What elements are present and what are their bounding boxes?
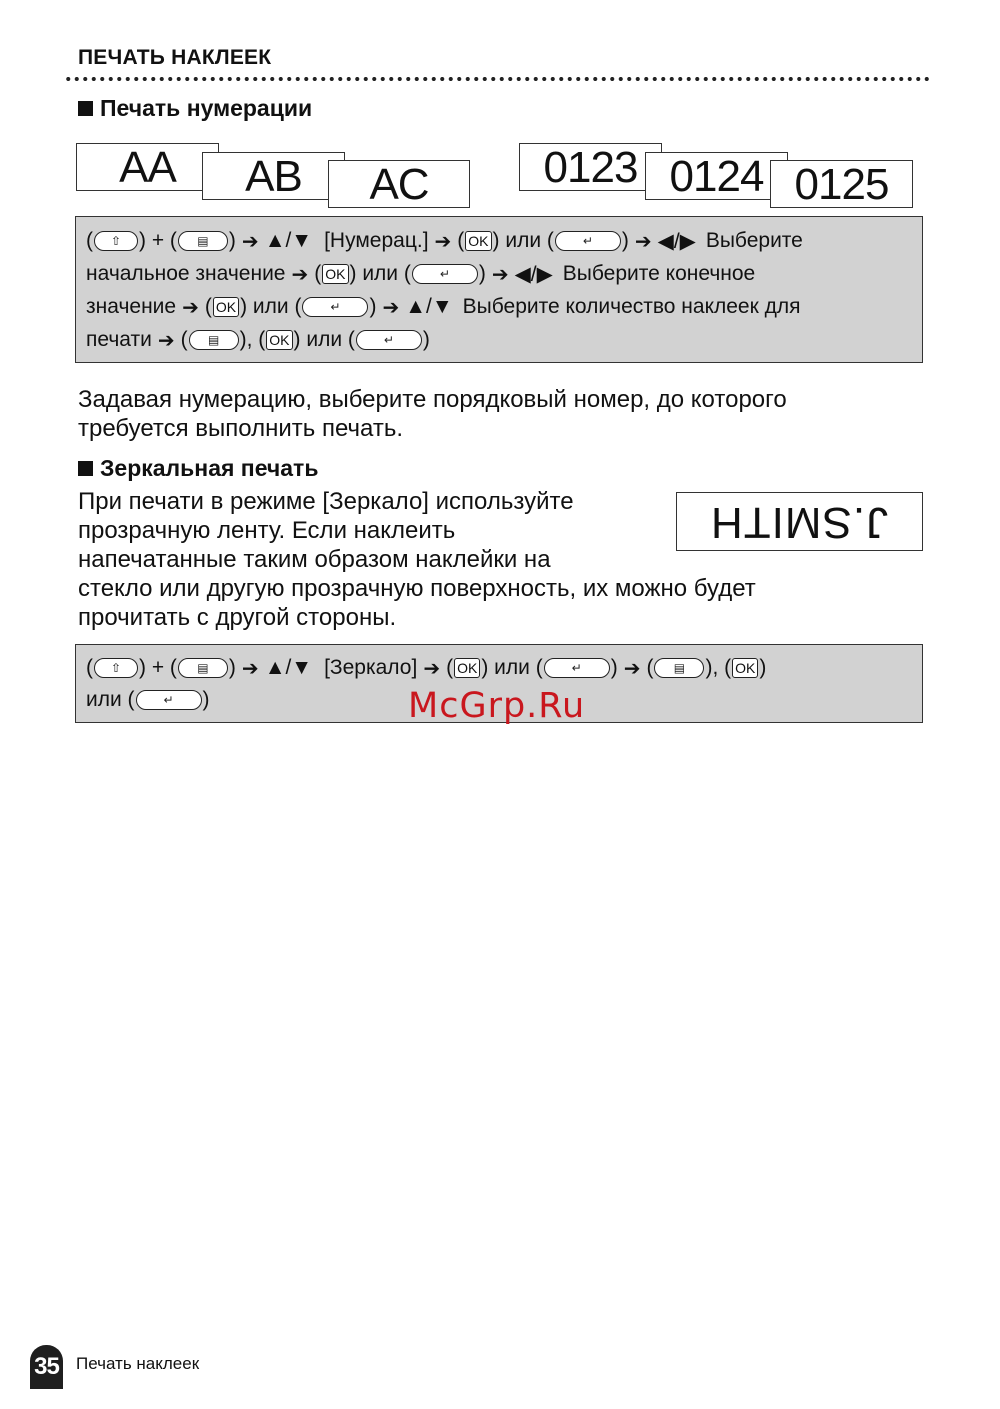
steps-line-4	[86, 325, 430, 355]
ok-key-icon: OK	[454, 658, 480, 678]
mirror-title-text: Зеркальная печать	[100, 455, 319, 481]
step-text: ), (	[705, 656, 732, 679]
up-down-arrows-icon: ▲/▼	[264, 229, 313, 252]
step-text: )	[228, 656, 236, 679]
paragraph-line: прозрачную ленту. Если наклеить	[78, 517, 456, 544]
mirror-steps-line-1	[86, 653, 766, 683]
menu-key-icon: ▤	[189, 330, 239, 350]
arrow-right-icon: ➔	[291, 263, 309, 286]
step-text: [Нумерац.]	[324, 229, 429, 252]
label-text: AA	[119, 143, 176, 192]
menu-key-icon: ▤	[178, 658, 228, 678]
left-right-arrows-icon: ◀/▶	[514, 262, 553, 286]
step-text: ), (	[239, 328, 266, 351]
label-text: 0125	[794, 160, 889, 209]
step-text: ) + (	[139, 229, 177, 252]
paragraph-line: прочитать с другой стороны.	[78, 604, 397, 631]
arrow-right-icon: ➔	[182, 296, 199, 319]
step-text: (	[180, 328, 188, 351]
step-text: )	[478, 262, 486, 285]
numbering-steps-panel	[75, 216, 923, 363]
paragraph-line: стекло или другую прозрачную поверхность, их можно будет	[78, 575, 756, 602]
shift-key-icon: ⇧	[94, 231, 138, 251]
arrow-right-icon: ➔	[241, 657, 259, 680]
step-text: (	[86, 229, 93, 252]
paragraph-line: требуется выполнить печать.	[78, 415, 403, 442]
ok-key-icon: OK	[266, 330, 292, 350]
paragraph-line: напечатанные таким образом наклейки на	[78, 546, 551, 573]
enter-key-icon: ↵	[544, 658, 610, 678]
footer-section-name: Печать наклеек	[76, 1354, 200, 1373]
step-text: (	[446, 656, 454, 679]
ok-key-icon: OK	[732, 658, 758, 678]
step-text: (	[646, 656, 654, 679]
step-text: печати	[86, 328, 152, 351]
step-text: ) или (	[293, 328, 355, 351]
menu-key-icon: ▤	[654, 658, 704, 678]
ok-key-icon: OK	[465, 231, 491, 251]
step-text: )	[759, 656, 767, 679]
ok-key-icon: OK	[322, 264, 348, 284]
step-text: Выберите	[705, 229, 803, 252]
step-text: (	[86, 656, 93, 679]
enter-key-icon: ↵	[302, 297, 368, 317]
arrow-right-icon: ➔	[491, 263, 509, 286]
label-example-aa	[76, 143, 219, 191]
arrow-right-icon: ➔	[241, 230, 259, 253]
label-example-ac	[328, 160, 470, 208]
page-number: 35	[30, 1345, 63, 1389]
shift-key-icon: ⇧	[94, 658, 138, 678]
numbering-section-title	[78, 95, 312, 122]
left-right-arrows-icon: ◀/▶	[657, 229, 696, 253]
label-example-0123	[519, 143, 662, 191]
enter-key-icon: ↵	[555, 231, 621, 251]
dotted-separator	[64, 75, 932, 83]
page-header-title: ПЕЧАТЬ НАКЛЕЕК	[78, 46, 272, 69]
step-text: [Зеркало]	[324, 656, 418, 679]
step-text: )	[610, 656, 618, 679]
arrow-right-icon: ➔	[634, 230, 652, 253]
enter-key-icon: ↵	[356, 330, 422, 350]
label-example-0125	[770, 160, 913, 208]
mirrored-label-text: J.SMITH	[710, 497, 889, 547]
step-text: )	[202, 688, 210, 711]
step-text: ) + (	[139, 656, 177, 679]
bullet-square-icon	[78, 461, 93, 476]
arrow-right-icon: ➔	[434, 230, 452, 253]
menu-key-icon: ▤	[178, 231, 228, 251]
mirror-steps-line-2	[86, 685, 210, 715]
up-down-arrows-icon: ▲/▼	[405, 295, 453, 318]
step-text: начальное значение	[86, 262, 286, 285]
step-text: (	[204, 295, 212, 318]
step-text: ) или (	[240, 295, 302, 318]
step-text: ) или (	[492, 229, 554, 252]
arrow-right-icon: ➔	[423, 657, 441, 680]
paragraph-line: Задавая нумерацию, выберите порядковый номер, до которого	[78, 386, 787, 413]
label-text: AC	[369, 160, 429, 209]
arrow-right-icon: ➔	[157, 329, 175, 352]
steps-line-1	[86, 226, 803, 256]
step-text: или (	[86, 688, 135, 711]
step-text: ) или (	[349, 262, 411, 285]
ok-key-icon: OK	[213, 297, 239, 317]
paragraph-line: При печати в режиме [Зеркало] используйте	[78, 488, 574, 515]
mirror-label-example	[676, 492, 923, 551]
step-text: (	[314, 262, 322, 285]
numbering-title-text: Печать нумерации	[100, 95, 313, 121]
step-text: (	[457, 229, 465, 252]
step-text: значение	[86, 295, 177, 318]
numbering-description	[78, 385, 787, 443]
enter-key-icon: ↵	[136, 690, 202, 710]
label-text: 0123	[543, 143, 638, 192]
enter-key-icon: ↵	[412, 264, 478, 284]
steps-line-2	[86, 259, 755, 289]
up-down-arrows-icon: ▲/▼	[264, 656, 313, 679]
arrow-right-icon: ➔	[382, 296, 400, 319]
label-text: 0124	[669, 152, 764, 201]
arrow-right-icon: ➔	[623, 657, 641, 680]
label-example-ab	[202, 152, 345, 200]
bullet-square-icon	[78, 101, 93, 116]
mirror-description	[78, 487, 756, 632]
label-example-0124	[645, 152, 788, 200]
watermark: McGrp.Ru	[408, 686, 586, 726]
label-text: AB	[245, 152, 302, 201]
step-text: )	[621, 229, 629, 252]
step-text: Выберите количество наклеек для	[462, 295, 801, 318]
step-text: Выберите конечное	[562, 262, 756, 285]
step-text: ) или (	[481, 656, 543, 679]
step-text: )	[422, 328, 430, 351]
steps-line-3	[86, 292, 801, 322]
mirror-section-title	[78, 455, 318, 482]
step-text: )	[369, 295, 377, 318]
step-text: )	[228, 229, 236, 252]
